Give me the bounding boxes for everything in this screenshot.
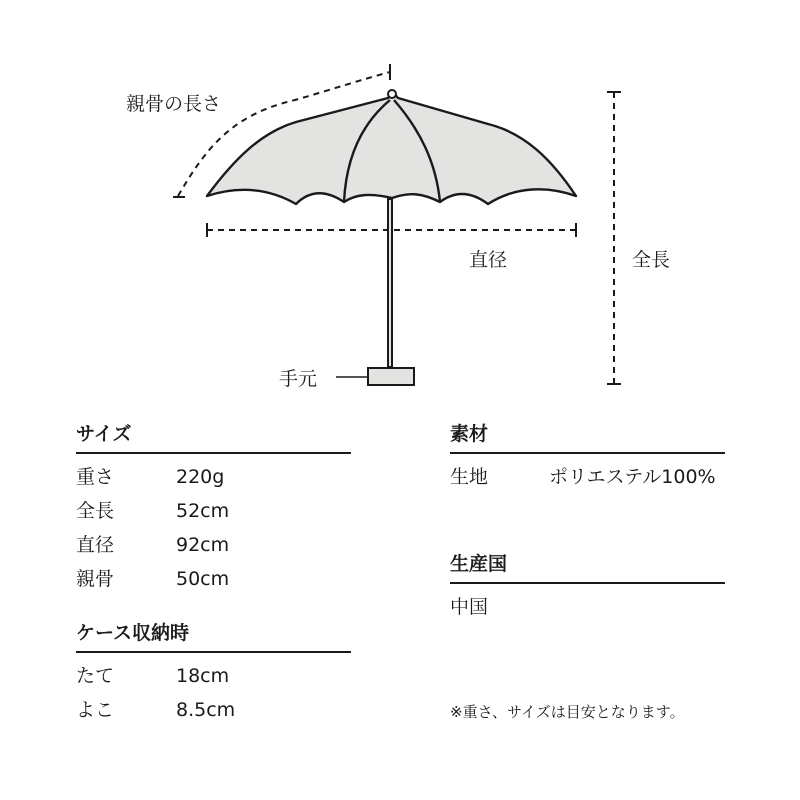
spec-value: 50cm	[176, 568, 230, 590]
spec-row-total-length	[76, 494, 351, 528]
footnote: ※重さ、サイズは目安となります。	[450, 703, 685, 721]
material-section-title: 素材	[450, 423, 489, 445]
spec-row-origin	[450, 590, 725, 624]
material-section	[450, 422, 725, 494]
spec-value: ポリエステル100%	[549, 466, 716, 488]
size-section	[76, 422, 351, 596]
handle-label: 手元	[279, 368, 318, 390]
spec-value: 中国	[450, 596, 489, 618]
spec-value: 8.5cm	[176, 699, 236, 721]
size-section-divider	[76, 452, 351, 454]
material-section-divider	[450, 452, 725, 454]
spec-value: 220g	[176, 466, 225, 488]
rib-length-label: 親骨の長さ	[126, 93, 222, 115]
spec-row-diameter	[76, 528, 351, 562]
spec-row-height	[76, 659, 351, 693]
spec-value: 92cm	[176, 534, 230, 556]
spec-label: たて	[76, 665, 115, 687]
spec-row-fabric	[450, 460, 725, 494]
spec-label: よこ	[76, 699, 115, 721]
spec-label: 全長	[76, 500, 115, 522]
spec-value: 18cm	[176, 665, 230, 687]
spec-row-weight	[76, 460, 351, 494]
origin-section	[450, 552, 725, 624]
case-section	[76, 621, 351, 727]
spec-label: 生地	[450, 466, 489, 488]
total-length-label: 全長	[632, 249, 671, 271]
spec-value: 52cm	[176, 500, 230, 522]
case-section-divider	[76, 651, 351, 653]
spec-label: 親骨	[76, 568, 115, 590]
origin-section-divider	[450, 582, 725, 584]
spec-label: 重さ	[76, 466, 115, 488]
umbrella-handle	[368, 368, 414, 385]
spec-row-width	[76, 693, 351, 727]
diameter-label: 直径	[469, 249, 508, 271]
origin-section-title: 生産国	[450, 553, 508, 575]
umbrella-tip	[388, 90, 396, 98]
case-section-title: ケース収納時	[76, 622, 190, 644]
size-section-title: サイズ	[76, 423, 132, 445]
spec-label: 直径	[76, 534, 115, 556]
spec-row-rib	[76, 562, 351, 596]
